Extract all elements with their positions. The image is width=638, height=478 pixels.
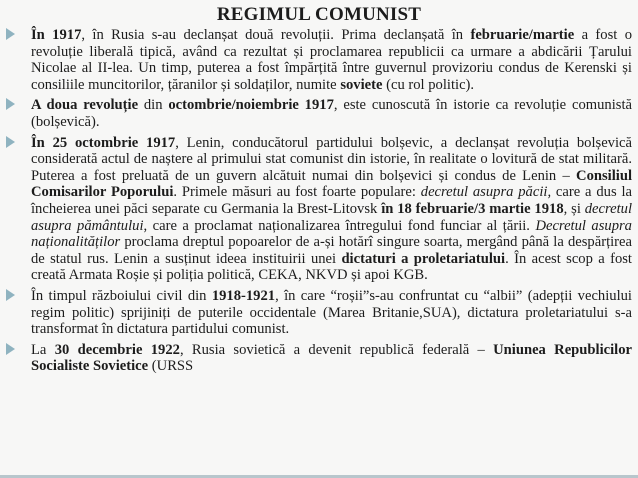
bold-text: A doua revoluție xyxy=(31,97,139,114)
italic-text: Decretul asupra naționalităților xyxy=(31,217,632,251)
bold-text: În 1917 xyxy=(31,27,82,43)
bold-text: în 18 februarie/3 martie 1918 xyxy=(381,200,564,217)
bold-text: Uniunea Republicilor Socialiste Sovietice xyxy=(31,341,632,375)
slide-body xyxy=(4,27,632,379)
bullet-paragraph xyxy=(4,342,632,375)
text-run: , este cunoscută în istorie ca revoluție comunistă (bolșevică). xyxy=(31,97,632,130)
bold-text: 1918-1921 xyxy=(211,287,276,304)
text-run: , care a proclamat naționalizarea întregului fond funciar al țării. xyxy=(143,217,536,234)
text-run: proclama dreptul popoarelor de a-și hotărî singure soarta, mergând până la despărțirea de statul rus. Lenin a susținut ideea instituirii unei xyxy=(31,234,632,267)
triangle-bullet-icon xyxy=(6,136,15,148)
bullet-paragraph xyxy=(4,135,632,284)
text-run: care a dus la încheierea unei păci separate cu Germania la Brest-Litovsk xyxy=(31,184,632,217)
bold-text: Consiliul Comisarilor Poporului xyxy=(31,167,632,201)
triangle-bullet-icon xyxy=(6,28,15,40)
bullet-paragraph xyxy=(4,97,632,130)
bullet-paragraph xyxy=(4,288,632,338)
text-run: În timpul războiului civil din xyxy=(31,287,212,304)
text-run: . Primele măsuri au fost foarte populare: xyxy=(173,184,421,201)
text-run: , în care “roșii”s-au confruntat cu “albii” (adepții vechiului regim politic) sprijiniți de puterile occidentale (Marea Britanie,SUA), dictatura proletariatului s-a transformat în dictatura partidului comunist. xyxy=(31,287,632,338)
italic-text: decretul asupra păcii, xyxy=(420,184,552,201)
bold-text: În 25 octombrie 1917 xyxy=(31,134,176,151)
text-run: din xyxy=(138,97,169,114)
text-run: , și xyxy=(563,200,585,217)
triangle-bullet-icon xyxy=(6,289,15,301)
slide-title: REGIMUL COMUNIST xyxy=(216,4,422,25)
text-run: a fost o revoluție liberală tipică, având ca rezultat și proclamarea republicii ca urmare a abdicării Țarului Nicolae al II-lea. Un timp, puterea a fost împărțită între guvernul provizoriu condus de Kerenski și consiliile muncitorilor, țăranilor și soldaților, numite xyxy=(31,27,632,93)
text-run: . În acest scop a fost creată Armata Roșie și poliția politică, CEKA, NKVD și apoi KGB. xyxy=(31,250,632,284)
bold-text: dictaturi a proletariatului xyxy=(341,250,506,267)
text-run: (URSS xyxy=(148,358,194,375)
bold-text: octombrie/noiembrie 1917 xyxy=(168,97,334,114)
bold-text: februarie/martie xyxy=(470,27,575,43)
bold-text: soviete xyxy=(340,76,383,93)
text-run: (cu rol politic). xyxy=(382,76,475,93)
bold-text: 30 decembrie 1922 xyxy=(54,341,180,358)
triangle-bullet-icon xyxy=(6,343,15,355)
bullet-paragraph xyxy=(4,27,632,93)
text-run: La xyxy=(31,341,55,358)
text-run: , Rusia sovietică a devenit republică federală – xyxy=(179,341,494,358)
text-run: , Lenin, conducătorul partidului bolșevic, a declanșat revoluția bolșevică considerată actul de naștere al primului stat comunist din istorie, în realitate o lovitură de stat militară. Puterea a fost preluată de un guvern alcătuit numai din bolșevici și condus de Lenin – xyxy=(31,134,632,184)
italic-text: decretul asupra pământului xyxy=(31,200,633,234)
triangle-bullet-icon xyxy=(6,98,15,110)
text-run: , în Rusia s-au declanșat două revoluții. Prima declanșată în xyxy=(81,27,471,43)
